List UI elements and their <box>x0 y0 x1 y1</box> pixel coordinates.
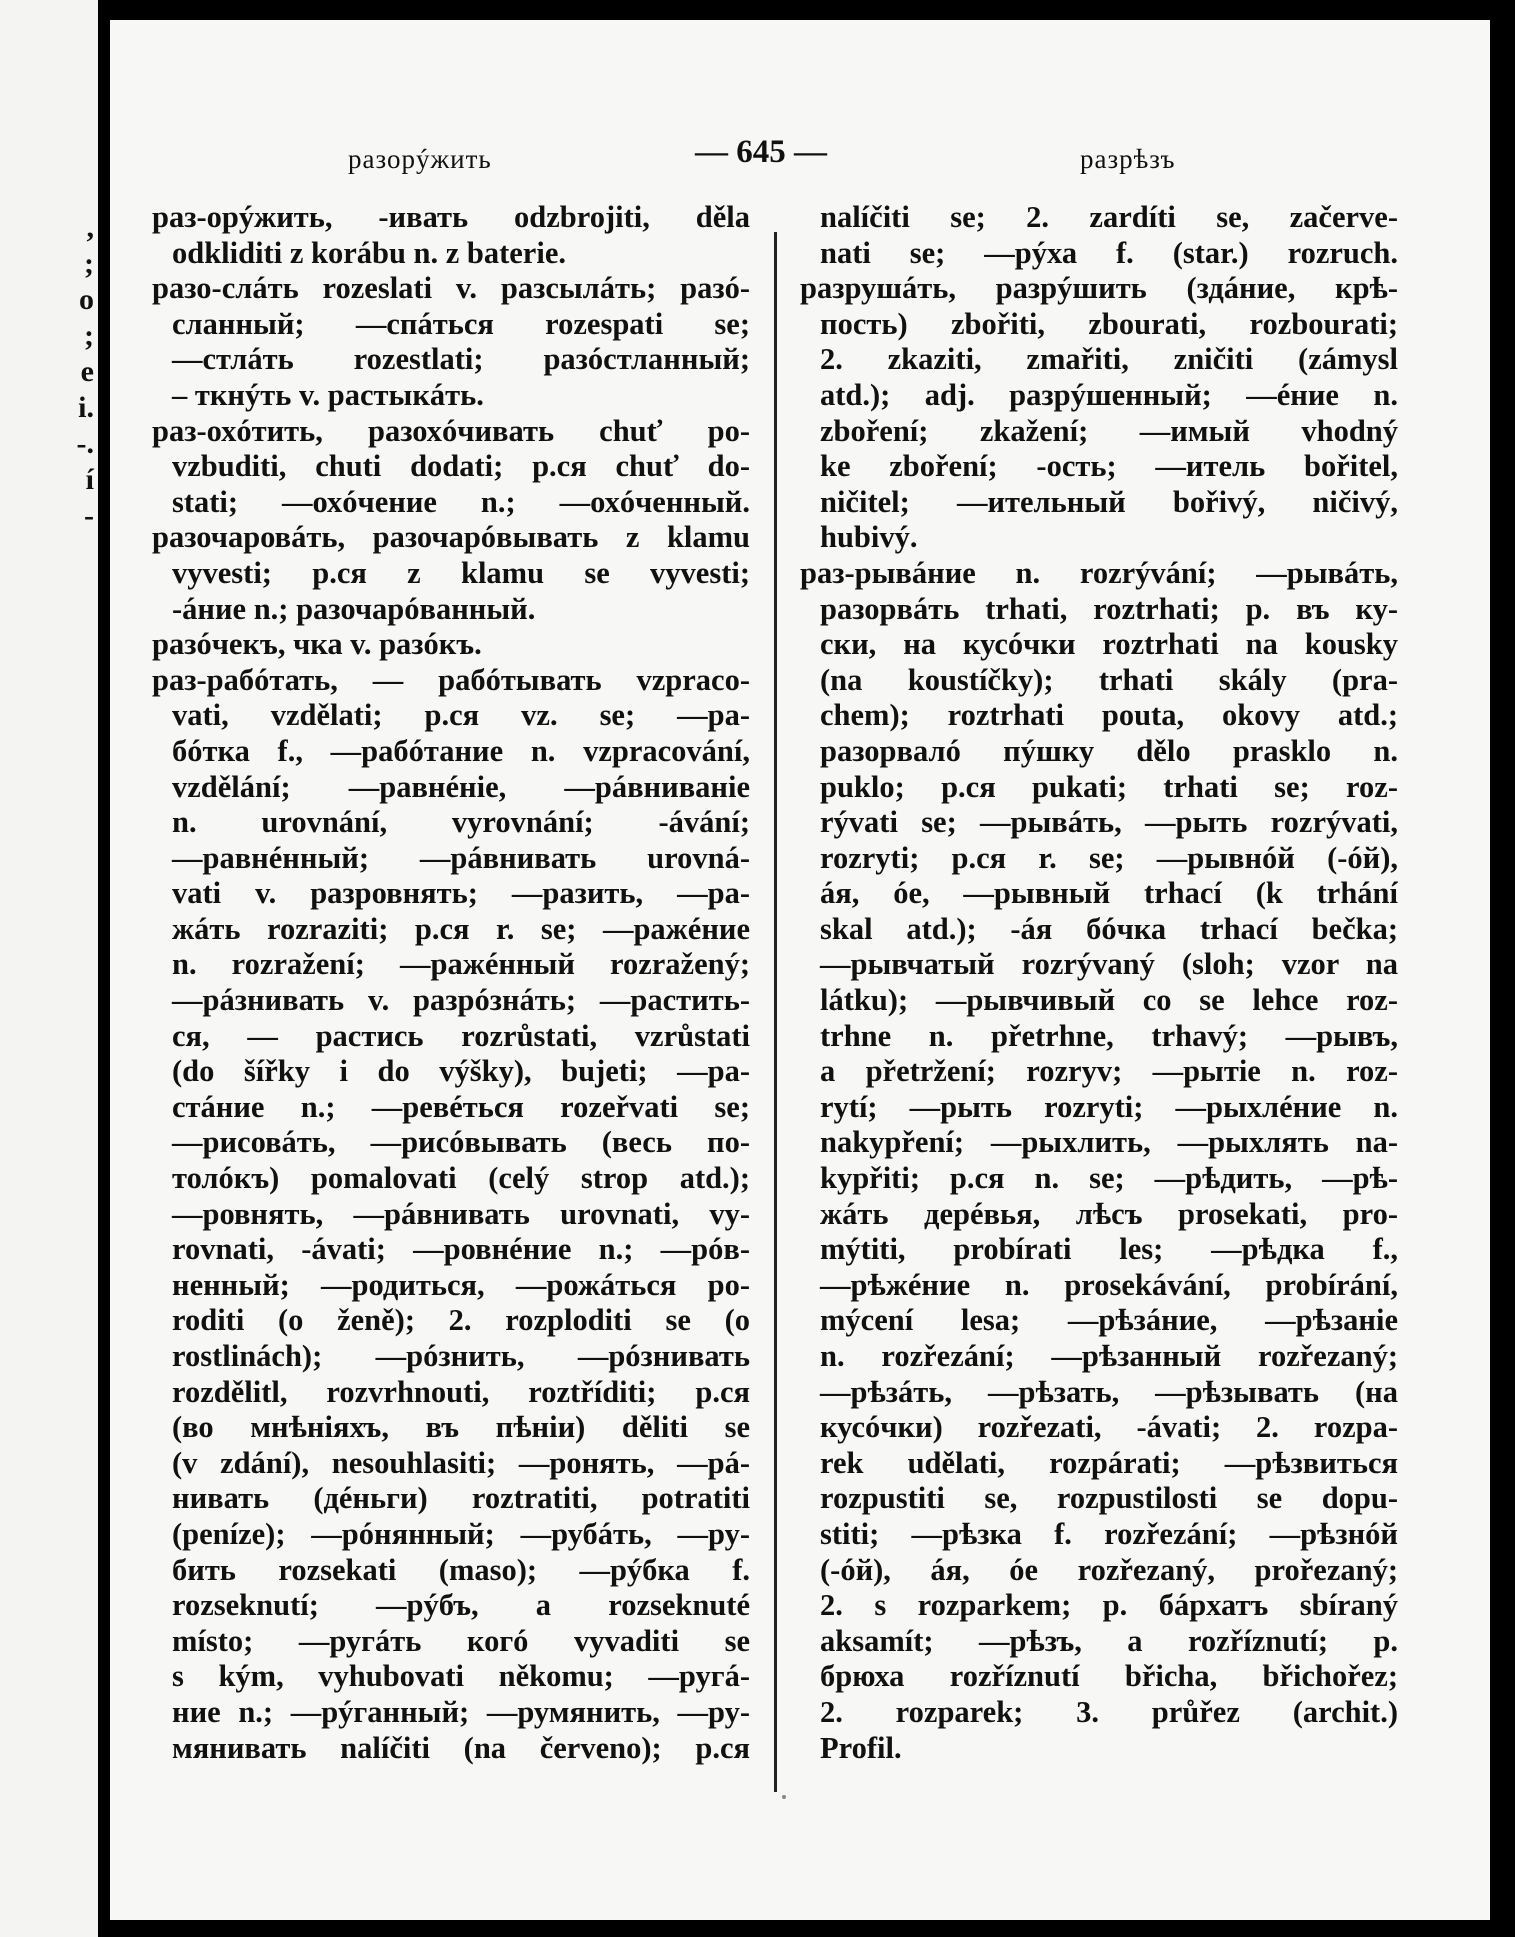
dictionary-line: ся, — растись rozrůstati, vzrůstati <box>172 1018 750 1053</box>
margin-char: e <box>80 355 94 388</box>
dictionary-line: ние n.; —рýганный; —румянить, —ру- <box>172 1694 750 1729</box>
dictionary-line: —рисовáть, —рисóвывать (весь по- <box>172 1125 750 1160</box>
dictionary-line: —рáзнивать v. разрóзнáть; —растить- <box>172 983 750 1018</box>
dictionary-line: Profil. <box>820 1730 902 1765</box>
dictionary-line: rek udělati, rozpárati; —рѣзвиться <box>820 1445 1398 1480</box>
margin-char: , <box>86 211 94 244</box>
dictionary-line: n. rozřezání; —рѣзанный rozřezaný; <box>820 1339 1398 1373</box>
dictionary-line: ненный; —родиться, —рожáться po- <box>172 1267 750 1302</box>
dictionary-line: vyvesti; р.ся z klamu se vyvesti; <box>172 555 750 590</box>
dictionary-line: nati se; —рýха f. (star.) rozruch. <box>820 235 1398 270</box>
dictionary-line: vati, vzdělati; р.ся vz. se; —ра- <box>172 698 750 733</box>
dictionary-line: kypřiti; р.ся n. se; —рѣдить, —рѣ- <box>820 1161 1398 1196</box>
dictionary-line: látku); —рывчивый co se lehce roz- <box>820 983 1398 1018</box>
dictionary-line: брюха rozříznutí břicha, břichořez; <box>820 1659 1398 1694</box>
dictionary-line: 2. zkaziti, zmařiti, zničiti (zámysl <box>820 342 1398 377</box>
dictionary-line: раз-орýжить, -ивать odzbrojiti, děla <box>152 200 750 234</box>
margin-char: ; <box>84 319 94 352</box>
header-right-guide-word: разрѣзъ <box>1080 144 1176 174</box>
dictionary-line: rozdělitl, rozvrhnouti, roztříditi; р.ся <box>172 1374 750 1409</box>
header-left-guide-word: разорýжить <box>348 144 492 174</box>
dictionary-line: 2. s rozparkem; р. бáрхатъ sbíraný <box>820 1588 1398 1623</box>
dictionary-line: s kým, vyhubovati někomu; —ругá- <box>172 1659 750 1694</box>
dictionary-line: puklo; р.ся pukati; trhati se; roz- <box>820 769 1398 804</box>
dictionary-line: бóтка f., —рабóтание n. vzpracování, <box>172 733 750 768</box>
dictionary-line: trhne n. přetrhne, trhavý; —рывъ, <box>820 1018 1398 1053</box>
dictionary-line: —ровнять, —рáвнивать urovnati, vy- <box>172 1196 750 1231</box>
page-number: — 645 — <box>695 134 827 170</box>
margin-char: o <box>79 283 94 316</box>
dictionary-line: —равнéнный; —рáвнивать urovná- <box>172 840 750 875</box>
dictionary-line: nalíčiti se; 2. zardíti se, začerve- <box>820 200 1398 234</box>
dictionary-line: -áние n.; разочарóванный. <box>172 591 536 626</box>
dictionary-line: vzbuditi, chuti dodati; р.ся chuť do- <box>172 449 750 484</box>
dictionary-line: раз-рабóтать, — рабóтывать vzpraco- <box>152 662 750 697</box>
dictionary-line: chem); roztrhati pouta, okovy atd.; <box>820 698 1398 733</box>
dictionary-line: кусóчки) rozřezati, -ávati; 2. rozpa- <box>820 1410 1398 1445</box>
previous-page-edge <box>0 0 98 1937</box>
margin-char: í <box>85 463 94 496</box>
dictionary-line: (во мнѣніяхъ, въ пѣніи) děliti se <box>172 1410 750 1445</box>
dictionary-line: aksamít; —рѣзъ, a rozříznutí; р. <box>820 1623 1398 1658</box>
dictionary-line: atd.); adj. разрýшенный; —éние n. <box>820 377 1398 412</box>
dictionary-line: разочаровáть, разочарóвывать z klamu <box>152 520 750 555</box>
dictionary-line: rovnati, -ávati; —ровнéние n.; —рóв- <box>172 1232 750 1267</box>
running-header <box>110 128 1490 178</box>
dictionary-line: místo; —ругáть когó vyvaditi se <box>172 1623 750 1658</box>
dictionary-line: мянивать nalíčiti (na červeno); р.ся <box>172 1730 750 1765</box>
dictionary-line: rytí; —рыть rozryti; —рыхлéние n. <box>820 1089 1398 1124</box>
dictionary-line: жáть дерéвья, лѣсъ prosekati, pro- <box>820 1196 1398 1231</box>
dictionary-line: —рѣжéние n. prosekávání, probírání, <box>820 1267 1398 1302</box>
dictionary-line: нивать (дéньги) roztratiti, potratiti <box>172 1481 750 1516</box>
margin-char: ; <box>84 247 94 280</box>
dictionary-line: толóкъ) pomalovati (celý strop atd.); <box>172 1161 750 1196</box>
dictionary-line: (do šířky i do výšky), bujeti; —ра- <box>172 1054 750 1089</box>
dictionary-line: vati v. разровнять; —разить, —ра- <box>172 876 750 911</box>
dictionary-line: rozryti; р.ся r. se; —рывнóй (-óй), <box>820 840 1398 875</box>
dictionary-line: rostlinách); —рóзнить, —рóзнивать <box>172 1339 750 1373</box>
dictionary-line: mýcení lesa; —рѣзáние, —рѣзанie <box>820 1303 1398 1338</box>
dictionary-line: rozpustiti se, rozpustilosti se dopu- <box>820 1481 1398 1516</box>
dictionary-line: rozseknutí; —рýбъ, a rozseknuté <box>172 1588 750 1623</box>
dictionary-line: mýtiti, probírati les; —рѣдка f., <box>820 1232 1398 1267</box>
dictionary-line: skal atd.); -áя бóчка trhací bečka; <box>820 911 1398 946</box>
dictionary-line: (-óй), áя, óе rozřezaný, prořezaný; <box>820 1552 1398 1587</box>
dictionary-line: (na koustíčky); trhati skály (pra- <box>820 662 1398 697</box>
dictionary-line: раз-рывáние n. rozrývání; —рывáть, <box>800 555 1398 590</box>
dictionary-line: пость) zbořiti, zbourati, rozbourati; <box>820 306 1398 341</box>
dictionary-line: vzdělání; —равнéніе, —рáвниваніе <box>172 769 750 804</box>
dictionary-line: —рывчатый rozrývaný (sloh; vzor na <box>820 947 1398 982</box>
dictionary-line: n. rozražení; —ражéнный rozražený; <box>172 947 750 982</box>
dictionary-line: разóчекъ, чка v. разóкъ. <box>152 627 482 662</box>
margin-char: -. <box>76 427 94 460</box>
dictionary-line: rývati se; —рывáть, —рыть rozrývati, <box>820 805 1398 840</box>
dictionary-line: ničitel; —ительный bořivý, ničivý, <box>820 484 1398 519</box>
dictionary-line: hubivý. <box>820 520 918 555</box>
dictionary-line: разорвáть trhati, roztrhati; р. въ ку- <box>820 591 1398 626</box>
margin-char: i. <box>78 391 94 424</box>
dictionary-line: бить rozsekati (maso); —рýбка f. <box>172 1552 750 1587</box>
dictionary-line: roditi (o ženě); 2. rozploditi se (o <box>172 1303 750 1338</box>
dictionary-line: ke zboření; -ость; —итель bořitel, <box>820 449 1398 484</box>
dictionary-line: – ткнýть v. растыкáть. <box>172 377 484 412</box>
dictionary-line: a přetržení; rozryv; —рытіе n. roz- <box>820 1054 1398 1089</box>
dictionary-line: 2. rozparek; 3. průřez (archit.) <box>820 1694 1398 1729</box>
dictionary-line: (peníze); —рóнянный; —рубáть, —ру- <box>172 1516 750 1551</box>
dictionary-line: стáние n.; —ревéться rozeřvati se; <box>172 1089 750 1124</box>
dictionary-line: сланный; —спáться rozespati se; <box>172 306 750 341</box>
dictionary-line: n. urovnání, vyrovnání; -ávání; <box>172 805 750 840</box>
dictionary-line: stiti; —рѣзка f. rozřezání; —рѣзнóй <box>820 1516 1398 1551</box>
dictionary-line: —стлáть rozestlati; разóстланный; <box>172 342 750 377</box>
right-column <box>800 200 1398 1766</box>
dictionary-line: zboření; zkažení; —имый vhodný <box>820 413 1398 448</box>
dictionary-line: stati; —охóчение n.; —охóченный. <box>172 484 750 519</box>
dictionary-line: áя, óе, —рывный trhací (k trhání <box>820 876 1398 911</box>
margin-characters <box>74 210 94 534</box>
dictionary-line: ски, на кусóчки roztrhati na kousky <box>820 627 1398 662</box>
dictionary-line: nakypření; —рыхлить, —рыхлять na- <box>820 1125 1398 1160</box>
dictionary-line: —рѣзáть, —рѣзать, —рѣзывать (на <box>820 1374 1398 1409</box>
dictionary-page <box>110 20 1490 1920</box>
column-divider <box>774 232 777 1792</box>
margin-char: - <box>84 499 94 532</box>
dictionary-line: разорвалó пýшку dělo prasklo n. <box>820 733 1398 768</box>
dictionary-line: разо-слáть rozeslati v. разсылáть; разó- <box>152 271 750 306</box>
dictionary-line: (v zdání), nesouhlasiti; —ронять, —рá- <box>172 1445 750 1480</box>
left-column <box>152 200 750 1766</box>
dictionary-line: odkliditi z korábu n. z baterie. <box>172 235 566 270</box>
dictionary-line: жáть rozraziti; р.ся r. se; —ражéние <box>172 911 750 946</box>
dictionary-line: разрушáть, разрýшить (здáние, крѣ- <box>800 271 1398 306</box>
dictionary-line: раз-охóтить, разохóчивать chuť po- <box>152 413 750 448</box>
print-speck <box>782 1795 786 1799</box>
